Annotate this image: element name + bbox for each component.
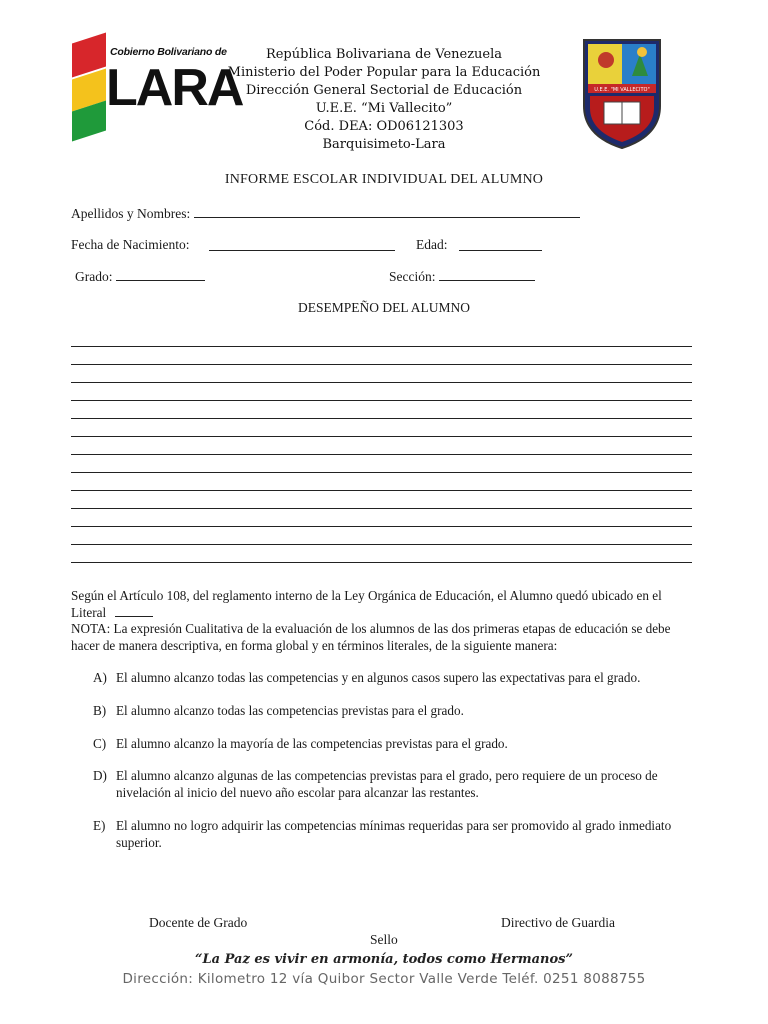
option-letter: B) xyxy=(93,703,107,718)
document-title: INFORME ESCOLAR INDIVIDUAL DEL ALUMNO xyxy=(224,172,544,187)
fecha-nacimiento-label: Fecha de Nacimiento: xyxy=(71,237,190,252)
nota-label: NOTA: xyxy=(71,621,111,636)
apellidos-field[interactable] xyxy=(71,205,580,222)
grado-label: Grado: xyxy=(75,269,113,284)
logo-small-text: Cobierno Bolivariano de xyxy=(110,46,227,58)
lara-government-logo xyxy=(70,36,243,138)
seccion-field[interactable] xyxy=(389,268,535,285)
grado-blank[interactable] xyxy=(116,268,205,281)
articulo-text: Según el Artículo 108, del reglamento interno de la Ley Orgánica de Educación, el Alumno quedó ubicado en el Literal xyxy=(71,588,662,620)
docente-signature-label: Docente de Grado xyxy=(149,915,248,930)
grado-field[interactable] xyxy=(75,268,205,285)
option-text: El alumno no logro adquirir las competencias mínimas requeridas para ser promovido al grado inmediato superior. xyxy=(116,818,672,850)
writing-line[interactable] xyxy=(71,346,692,347)
writing-line[interactable] xyxy=(71,544,692,545)
writing-line[interactable] xyxy=(71,508,692,509)
writing-line[interactable] xyxy=(71,418,692,419)
writing-line[interactable] xyxy=(71,490,692,491)
option-e xyxy=(93,818,693,851)
edad-label: Edad: xyxy=(416,237,448,252)
desempeno-title: DESEMPEÑO DEL ALUMNO xyxy=(298,300,470,315)
option-text: El alumno alcanzo todas las competencias y en algunos casos supero las expectativas para el grado. xyxy=(116,670,641,685)
option-b xyxy=(93,703,693,720)
writing-line[interactable] xyxy=(71,364,692,365)
school-crest-icon xyxy=(580,36,664,152)
option-a xyxy=(93,670,693,687)
option-d xyxy=(93,768,693,801)
writing-line[interactable] xyxy=(71,526,692,527)
option-text: El alumno alcanzo todas las competencias previstas para el grado. xyxy=(116,703,464,718)
header-country: República Bolivariana de Venezuela xyxy=(265,47,503,62)
option-letter: D) xyxy=(93,768,107,783)
option-text: El alumno alcanzo la mayoría de las competencias previstas para el grado. xyxy=(116,736,508,751)
option-letter: A) xyxy=(93,670,107,685)
fecha-nacimiento-blank[interactable] xyxy=(209,238,395,251)
writing-line[interactable] xyxy=(71,454,692,455)
header-city: Barquisimeto-Lara xyxy=(322,137,446,152)
literal-blank[interactable] xyxy=(115,606,153,617)
header-ministry: Ministerio del Poder Popular para la Educación xyxy=(227,65,541,80)
institution-header xyxy=(200,46,568,154)
footer-address: Dirección: Kilometro 12 vía Quibor Sector Valle Verde Teléf. 0251 8088755 xyxy=(122,971,646,987)
seccion-label: Sección: xyxy=(389,269,436,284)
nota-text: La expresión Cualitativa de la evaluación de los alumnos de las dos primeras etapas de educación se debe hacer de manera descriptiva, en forma global y en términos literales, de la siguiente manera: xyxy=(71,621,671,653)
writing-line[interactable] xyxy=(71,436,692,437)
option-c xyxy=(93,736,693,753)
option-letter: C) xyxy=(93,736,107,751)
edad-blank[interactable] xyxy=(459,238,542,251)
directivo-signature-label: Directivo de Guardia xyxy=(501,915,615,930)
writing-line[interactable] xyxy=(71,382,692,383)
apellidos-label: Apellidos y Nombres: xyxy=(71,206,191,221)
apellidos-blank[interactable] xyxy=(194,205,580,218)
writing-line[interactable] xyxy=(71,472,692,473)
fecha-nacimiento-field[interactable] xyxy=(71,237,189,253)
nota-paragraph xyxy=(71,621,696,654)
footer-motto: “La Paz es vivir en armonía, todos como Hermanos” xyxy=(195,952,573,967)
edad-field[interactable] xyxy=(416,237,448,253)
option-text: El alumno alcanzo algunas de las competencias previstas para el grado, pero requiere de un proceso de nivelación al inicio del nuevo año escolar para alcanzar las restantes. xyxy=(116,768,658,800)
sello-label: Sello xyxy=(370,932,398,947)
writing-line[interactable] xyxy=(71,562,692,563)
crest-banner-text: U.E.E. "MI VALLECITO" xyxy=(594,87,650,93)
seccion-blank[interactable] xyxy=(439,268,535,281)
option-letter: E) xyxy=(93,818,106,833)
header-direction: Dirección General Sectorial de Educación xyxy=(245,83,523,98)
articulo-paragraph xyxy=(71,588,696,621)
writing-line[interactable] xyxy=(71,400,692,401)
header-dea-code: Cód. DEA: OD06121303 xyxy=(304,119,464,134)
header-school-name: U.E.E. “Mi Vallecito” xyxy=(315,101,453,116)
logo-big-text: LARA xyxy=(106,59,243,117)
